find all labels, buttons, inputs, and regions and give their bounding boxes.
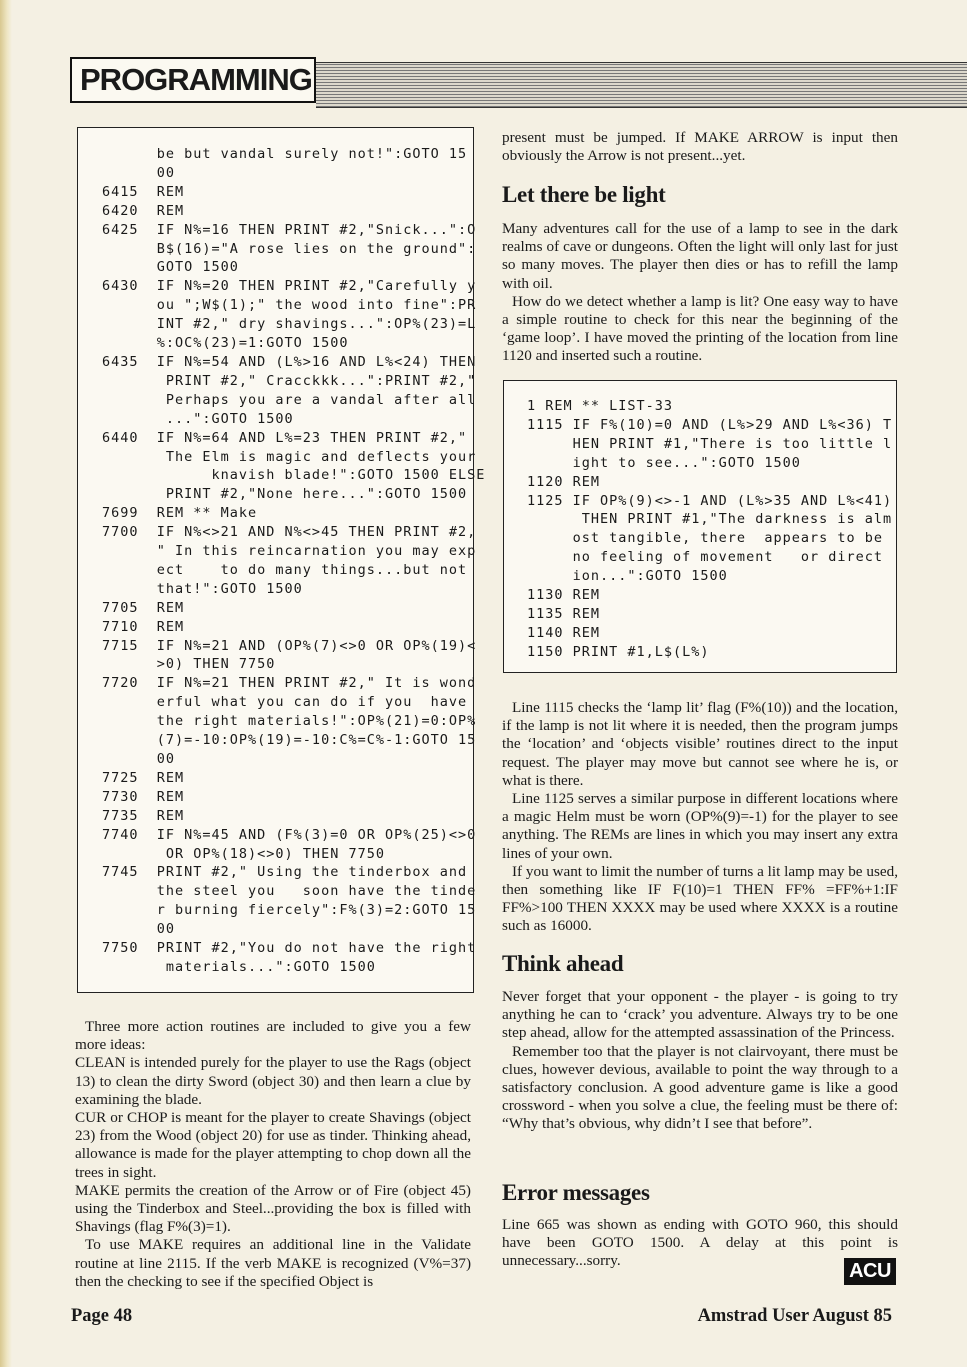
code-line: HEN PRINT #1,"There is too little l (527, 435, 893, 452)
code-line: ion...":GOTO 1500 (527, 568, 728, 585)
paragraph: Never forget that your opponent - the player - is going to try anything he can to ‘crack’ you adventure. Always try to be one step ahead, allow for the attempted assassination of the Princess. (502, 988, 898, 1042)
code-line: ost tangible, there appears to be (527, 530, 883, 547)
paragraph: Many adventures call for the use of a lamp to see in the dark realms of cave or dungeons. Often the light will only last for just so many moves. The player then dies or has to refill the lamp with oil. (502, 220, 898, 292)
banner-hatch-rule (316, 62, 967, 108)
code-line: 7745 PRINT #2," Using the tinderbox and (102, 864, 468, 881)
right-intro-paragraph: present must be jumped. If MAKE ARROW is input then obviously the Arrow is not present...yet. (502, 129, 898, 165)
code-line: B$(16)="A rose lies on the ground": (102, 240, 477, 257)
light-section-text (502, 220, 898, 366)
code-line: 1150 PRINT #1,L$(L%) (527, 643, 710, 660)
paragraph: Three more action routines are included to give you a few more ideas: (75, 1018, 471, 1054)
code-line: 6440 IF N%=64 AND L%=23 THEN PRINT #2," (102, 429, 468, 446)
code-line: >0) THEN 7750 (102, 656, 276, 673)
code-line: materials...":GOTO 1500 (102, 958, 376, 975)
paragraph: How do we detect whether a lamp is lit? One easy way to have a simple routine to check for this near the beginning of the ‘game loop’. I have moved the printing of the location from line 1120 and inserted such a routine. (502, 292, 898, 365)
code-line: 7705 REM (102, 599, 185, 616)
code-line: 1125 IF OP%(9)<>-1 AND (L%>35 AND L%<41) (527, 492, 893, 509)
code-line: 6420 REM (102, 202, 185, 219)
paragraph: Line 1115 checks the ‘lamp lit’ flag (F%(10)) and the location, if the lamp is not lit where it is needed, then the program jumps the ‘location’ and ‘objects visible’ routines direct to the input request. The player may move but cannot see where he is, or what is there. (502, 699, 898, 789)
code-line: knavish blade!":GOTO 1500 ELSE (102, 467, 486, 484)
paragraph: If you want to limit the number of turns a lit lamp may be used, then something like IF F(10)=1 THEN FF% =FF%+1:IF FF%>100 THEN XXXX may be used where XXXX is a routine such as 16000. (502, 862, 898, 935)
right-intro-text (502, 129, 898, 165)
code-line: 7715 IF N%=21 AND (OP%(7)<>0 OR OP%(19)< (102, 637, 477, 654)
code-line: 7700 IF N%<>21 AND N%<>45 THEN PRINT #2, (102, 524, 477, 541)
code-line: OR OP%(18)<>0) THEN 7750 (102, 845, 385, 862)
code-line: 7735 REM (102, 807, 185, 824)
code-line: 7730 REM (102, 788, 185, 805)
code-line: 6430 IF N%=20 THEN PRINT #2,"Carefully y (102, 278, 477, 295)
code-line: INT #2," dry shavings...":OP%(23)=L (102, 316, 477, 333)
code-line: Perhaps you are a vandal after all (102, 391, 477, 408)
code-line: 7710 REM (102, 618, 185, 635)
code-line: 1115 IF F%(10)=0 AND (L%>29 AND L%<36) T (527, 416, 893, 433)
code-line: ...":GOTO 1500 (102, 410, 294, 427)
heading-error-messages: Error messages (502, 1180, 650, 1205)
page-number: Page 48 (71, 1306, 133, 1326)
code-line: GOTO 1500 (102, 259, 239, 276)
code-line: 1 REM ** LIST-33 (527, 398, 674, 414)
code-listing-2 (504, 381, 896, 662)
think-ahead-text (502, 988, 898, 1134)
code-line: 7740 IF N%=45 AND (F%(3)=0 OR OP%(25)<>0 (102, 826, 477, 843)
paragraph: To use MAKE requires an additional line in the Validate routine at line 2115. If the verb MAKE is recognized (V%=37) then the checking to see if the specified Object is (75, 1236, 471, 1290)
code-listing-box-1 (77, 127, 486, 993)
error-messages-text (502, 1216, 898, 1271)
code-line: 1140 REM (527, 624, 601, 641)
code-line: 6435 IF N%=54 AND (L%>16 AND L%<24) THEN (102, 353, 477, 370)
code-line: r burning fiercely":F%(3)=2:GOTO 15 (102, 902, 477, 919)
code-line: The Elm is magic and deflects your (102, 448, 477, 465)
code-line: ect to do many things...but not (102, 561, 468, 578)
code-line: 6415 REM (102, 183, 185, 200)
code-line: that!":GOTO 1500 (102, 580, 303, 597)
line-explanation-text (502, 699, 898, 936)
paragraph: Line 1125 serves a similar purpose in different locations where a magic Helm must be worn (OP%(9)=-1) for the player to see anything. The REMs are lines in which you may insert any extra lines of your own. (502, 790, 898, 862)
paragraph: CLEAN is intended purely for the player to use the Rags (object 13) to clean the dirty Sword (object 30) and then learn a clue by examining the blade. (75, 1054, 471, 1108)
code-line: (7)=-10:OP%(19)=-10:C%=C%-1:GOTO 15 (102, 732, 477, 749)
code-line: PRINT #2," Cracckkk...":PRINT #2," (102, 372, 477, 389)
code-line: the right materials!":OP%(21)=0:OP% (102, 713, 477, 730)
code-line: 6425 IF N%=16 THEN PRINT #2,"Snick...":O (102, 221, 477, 238)
paragraph: Remember too that the player is not clairvoyant, there must be clues, however devious, available to point the way through to a satisfactory conclusion. A good adventure game is like a good crossword - when you solve a clue, the feeling must be there of: “Why that’s obvious, why didn’t I see that before”. (502, 1042, 898, 1133)
code-line: 00 (102, 921, 176, 938)
code-listing-box-2 (503, 380, 897, 673)
code-line: ight to see...":GOTO 1500 (527, 454, 801, 471)
code-line: be but vandal surely not!":GOTO 15 (102, 146, 468, 162)
left-column-text (75, 1018, 471, 1291)
code-line: the steel you soon have the tinde (102, 883, 477, 900)
page-spine (0, 0, 12, 1367)
error-paragraph: Line 665 was shown as ending with GOTO 960, this should have been GOTO 1500. A delay at this point is unnecessary...sorry. (502, 1216, 898, 1270)
code-line: no feeling of movement or direct (527, 549, 883, 566)
heading-let-there-be-light: Let there be light (502, 182, 666, 207)
code-line: erful what you can do if you have (102, 694, 468, 711)
code-line: 1120 REM (527, 473, 601, 490)
paragraph: CUR or CHOP is meant for the player to create Shavings (object 23) from the Wood (object 20) for use as tinder. Thinking ahead, allowance is made for the player attempting to chop down all the trees in sight. (75, 1109, 471, 1181)
code-line: 7725 REM (102, 769, 185, 786)
paragraph: MAKE permits the creation of the Arrow or of Fire (object 45) using the Tinderbox and Steel...providing the box is filled with Shavings (flag F%(3)=1). (75, 1181, 471, 1236)
code-listing-1 (78, 128, 486, 977)
code-line: 7750 PRINT #2,"You do not have the right (102, 940, 477, 957)
section-banner: PROGRAMMING (70, 57, 316, 103)
code-line: 1130 REM (527, 587, 601, 604)
code-line: PRINT #2,"None here...":GOTO 1500 (102, 486, 468, 503)
code-line: THEN PRINT #1,"The darkness is alm (527, 511, 893, 528)
code-line: 00 (102, 751, 176, 767)
acu-logo: ACU (844, 1258, 896, 1285)
code-line: 1135 REM (527, 605, 601, 622)
code-line: 7699 REM ** Make (102, 505, 258, 522)
code-line: 7720 IF N%=21 THEN PRINT #2," It is wond (102, 675, 477, 692)
heading-think-ahead: Think ahead (502, 951, 624, 976)
code-line: ou ";W$(1);" the wood into fine":PR (102, 297, 477, 314)
code-line: %:OC%(23)=1:GOTO 1500 (102, 335, 349, 352)
code-line: " In this reincarnation you may exp (102, 543, 477, 560)
code-line: 00 (102, 164, 176, 181)
magazine-issue: Amstrad User August 85 (697, 1306, 892, 1326)
